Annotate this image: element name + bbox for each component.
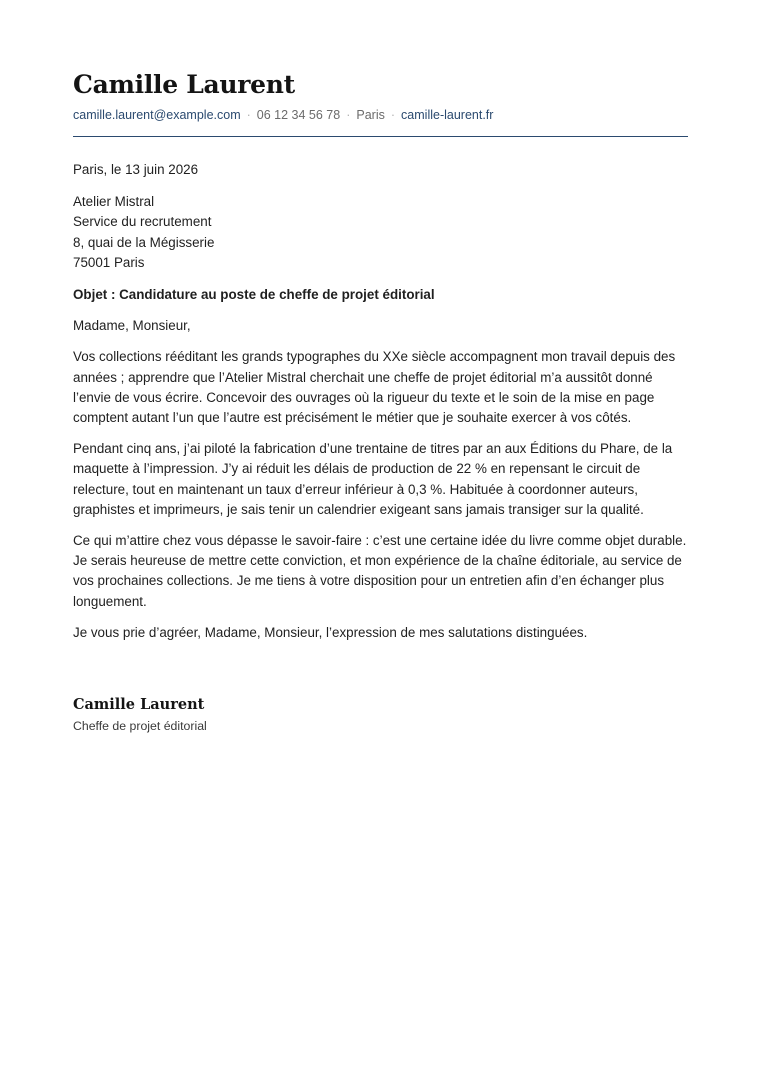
contact-separator: · (390, 108, 396, 122)
recipient-address (73, 192, 688, 273)
signature-title: Cheffe de projet éditorial (73, 719, 207, 733)
letter-body (73, 160, 688, 643)
letter-date: Paris, le 13 juin 2026 (73, 162, 199, 177)
email-link[interactable]: camille.laurent@example.com (73, 108, 241, 122)
body-paragraph: Ce qui m’attire chez vous dépasse le savoir-faire : c’est une certaine idée du livre comme objet durable. Je serais heureuse de mettre cette conviction, et mon expérience de la chaîne éditoriale, au service de vos prochaines collections. Je me tiens à votre disposition pour un entretien afin d’en échanger plus longuement. (73, 533, 687, 609)
letter-subject: Objet : Candidature au poste de cheffe de projet éditorial (73, 287, 435, 303)
sender-name: Camille Laurent (73, 70, 295, 99)
recipient-line: 8, quai de la Mégisserie (73, 234, 215, 250)
recipient-line: Atelier Mistral (73, 194, 155, 210)
city: Paris (356, 108, 385, 122)
recipient-line: Service du recrutement (73, 214, 212, 230)
contact-separator: · (246, 108, 251, 122)
contact-line (73, 108, 493, 122)
signature-name: Camille Laurent (73, 696, 205, 713)
salutation: Madame, Monsieur, (73, 318, 191, 334)
website-link[interactable]: camille-laurent.fr (401, 108, 494, 122)
header-divider (73, 136, 688, 137)
recipient-line: 75001 Paris (73, 254, 145, 270)
closing-formula: Je vous prie d’agréer, Madame, Monsieur, l’expression de mes salutations distinguées. (73, 624, 588, 640)
body-paragraph: Pendant cinq ans, j’ai piloté la fabrication d’une trentaine de titres par an aux Éditions du Phare, de la maquette à l’impression. J’y ai réduit les délais de production de 22 % en repensant le circuit de relecture, tout en maintenant un taux d’erreur inférieur à 0,3 %. Habituée à coordonner auteurs, graphistes et imprimeurs, je sais tenir un calendrier exigeant sans jamais transiger sur la qualité. (73, 441, 673, 517)
contact-separator: · (346, 108, 351, 122)
phone-number: 06 12 34 56 78 (256, 108, 341, 122)
body-paragraph: Vos collections rééditant les grands typographes du XXe siècle accompagnent mon travail depuis des années ; apprendre que l’Atelier Mistral cherchait une cheffe de projet éditorial m’a aussitôt donné l’envie de vous écrire. Concevoir des ouvrages où la rigueur du texte et le soin de la mise en page comptent autant l’un que l’autre est précisément le métier que je souhaite exercer à vos côtés. (73, 349, 676, 426)
